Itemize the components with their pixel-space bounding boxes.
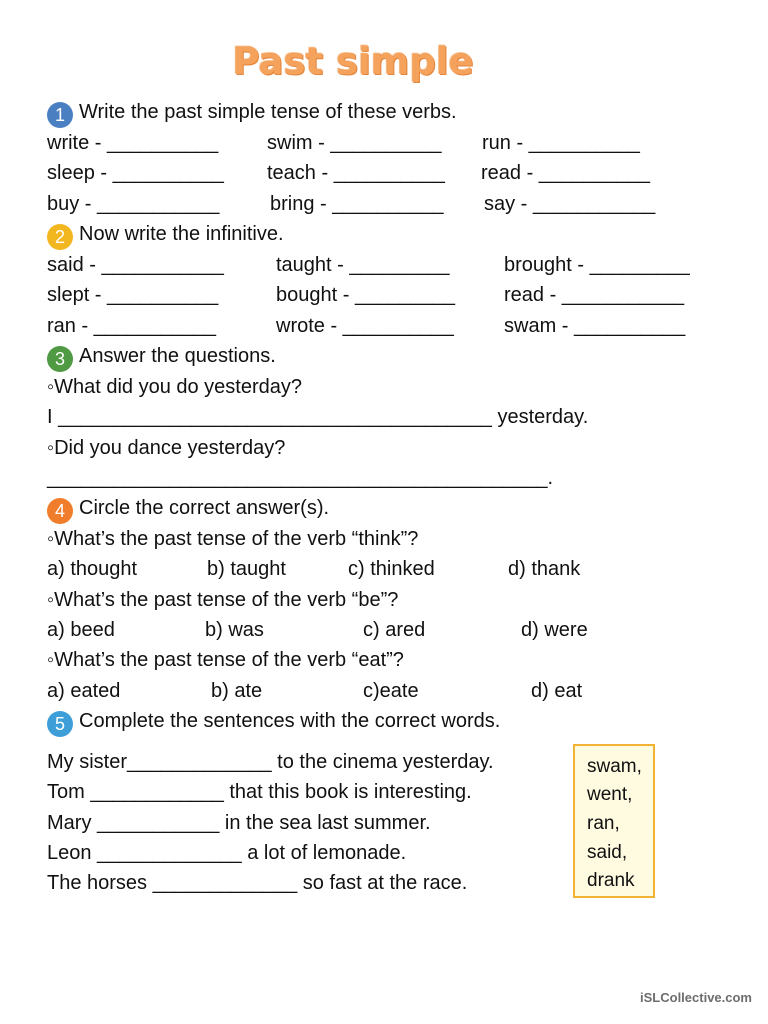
verb-item: said - ___________ xyxy=(47,254,224,276)
verbs-past-row xyxy=(0,161,768,185)
sentence: My sister_____________ to the cinema yesterday. xyxy=(47,751,494,773)
verb-item: bring - __________ xyxy=(270,193,444,215)
mc-question: ◦What’s the past tense of the verb “think”? xyxy=(47,528,419,550)
word-bank-item: said, xyxy=(587,842,628,863)
section-1-heading xyxy=(47,100,457,128)
section-2-instruction: Now write the infinitive. xyxy=(79,223,284,245)
mc-question: ◦What’s the past tense of the verb “be”? xyxy=(47,589,399,611)
section-2-badge: 2 xyxy=(47,224,73,250)
verb-item: sleep - __________ xyxy=(47,162,224,184)
verb-item: swam - __________ xyxy=(504,315,686,337)
verb-item: teach - __________ xyxy=(267,162,445,184)
verb-item: read - ___________ xyxy=(504,284,685,306)
verb-item: brought - _________ xyxy=(504,254,690,276)
verb-item: write - __________ xyxy=(47,132,219,154)
verb-item: wrote - __________ xyxy=(276,315,454,337)
verbs-infinitive-row xyxy=(0,283,768,307)
footer-watermark: iSLCollective.com xyxy=(640,990,752,1005)
mc-option: b) taught xyxy=(207,558,286,580)
verb-item: swim - __________ xyxy=(267,132,442,154)
question-prompt: ◦Did you dance yesterday? xyxy=(47,437,286,459)
word-bank-item: went, xyxy=(587,784,633,805)
sentence: Leon _____________ a lot of lemonade. xyxy=(47,842,407,864)
verbs-past-row xyxy=(0,131,768,155)
section-2-heading xyxy=(47,222,284,250)
mc-option: a) thought xyxy=(47,558,138,580)
answer-line: I _______________________________________ yesterday. xyxy=(47,406,589,428)
mc-options-row xyxy=(0,679,768,703)
verb-item: buy - ___________ xyxy=(47,193,220,215)
mc-option: c)eate xyxy=(363,680,419,702)
verb-item: run - __________ xyxy=(482,132,640,154)
section-1-badge: 1 xyxy=(47,102,73,128)
mc-option: b) was xyxy=(205,619,264,641)
section-4-instruction: Circle the correct answer(s). xyxy=(79,497,330,519)
verbs-past-row xyxy=(0,192,768,216)
mc-option: d) were xyxy=(521,619,588,641)
section-4-badge: 4 xyxy=(47,498,73,524)
answer-line: _____________________________________________. xyxy=(47,467,554,489)
verb-item: slept - __________ xyxy=(47,284,219,306)
mc-options-row xyxy=(0,557,768,581)
mc-option: b) ate xyxy=(211,680,263,702)
section-1-instruction: Write the past simple tense of these verbs. xyxy=(79,101,457,123)
page-title: Past simple xyxy=(232,40,474,83)
verb-item: taught - _________ xyxy=(276,254,450,276)
section-3-heading xyxy=(47,344,276,372)
section-5-heading xyxy=(47,709,500,737)
verbs-infinitive-row xyxy=(0,253,768,277)
sentence: Mary ___________ in the sea last summer. xyxy=(47,812,431,834)
word-bank xyxy=(573,744,655,898)
section-4-heading xyxy=(47,496,329,524)
mc-options-row xyxy=(0,618,768,642)
question-prompt: ◦What did you do yesterday? xyxy=(47,376,303,398)
word-bank-item: ran, xyxy=(587,813,620,834)
section-5-badge: 5 xyxy=(47,711,73,737)
mc-option: a) eated xyxy=(47,680,121,702)
mc-option: d) eat xyxy=(531,680,583,702)
mc-question: ◦What’s the past tense of the verb “eat”? xyxy=(47,649,404,671)
verb-item: say - ___________ xyxy=(484,193,656,215)
word-bank-item: drank xyxy=(587,870,635,891)
sentence: The horses _____________ so fast at the race. xyxy=(47,872,468,894)
verb-item: read - __________ xyxy=(481,162,651,184)
mc-option: d) thank xyxy=(508,558,581,580)
mc-option: a) beed xyxy=(47,619,115,641)
section-3-badge: 3 xyxy=(47,346,73,372)
mc-option: c) thinked xyxy=(348,558,435,580)
section-3-instruction: Answer the questions. xyxy=(79,345,276,367)
verbs-infinitive-row xyxy=(0,314,768,338)
mc-option: c) ared xyxy=(363,619,426,641)
section-5-instruction: Complete the sentences with the correct words. xyxy=(79,710,501,732)
sentence: Tom ____________ that this book is interesting. xyxy=(47,781,472,803)
verb-item: ran - ___________ xyxy=(47,315,217,337)
verb-item: bought - _________ xyxy=(276,284,456,306)
word-bank-item: swam, xyxy=(587,756,642,777)
